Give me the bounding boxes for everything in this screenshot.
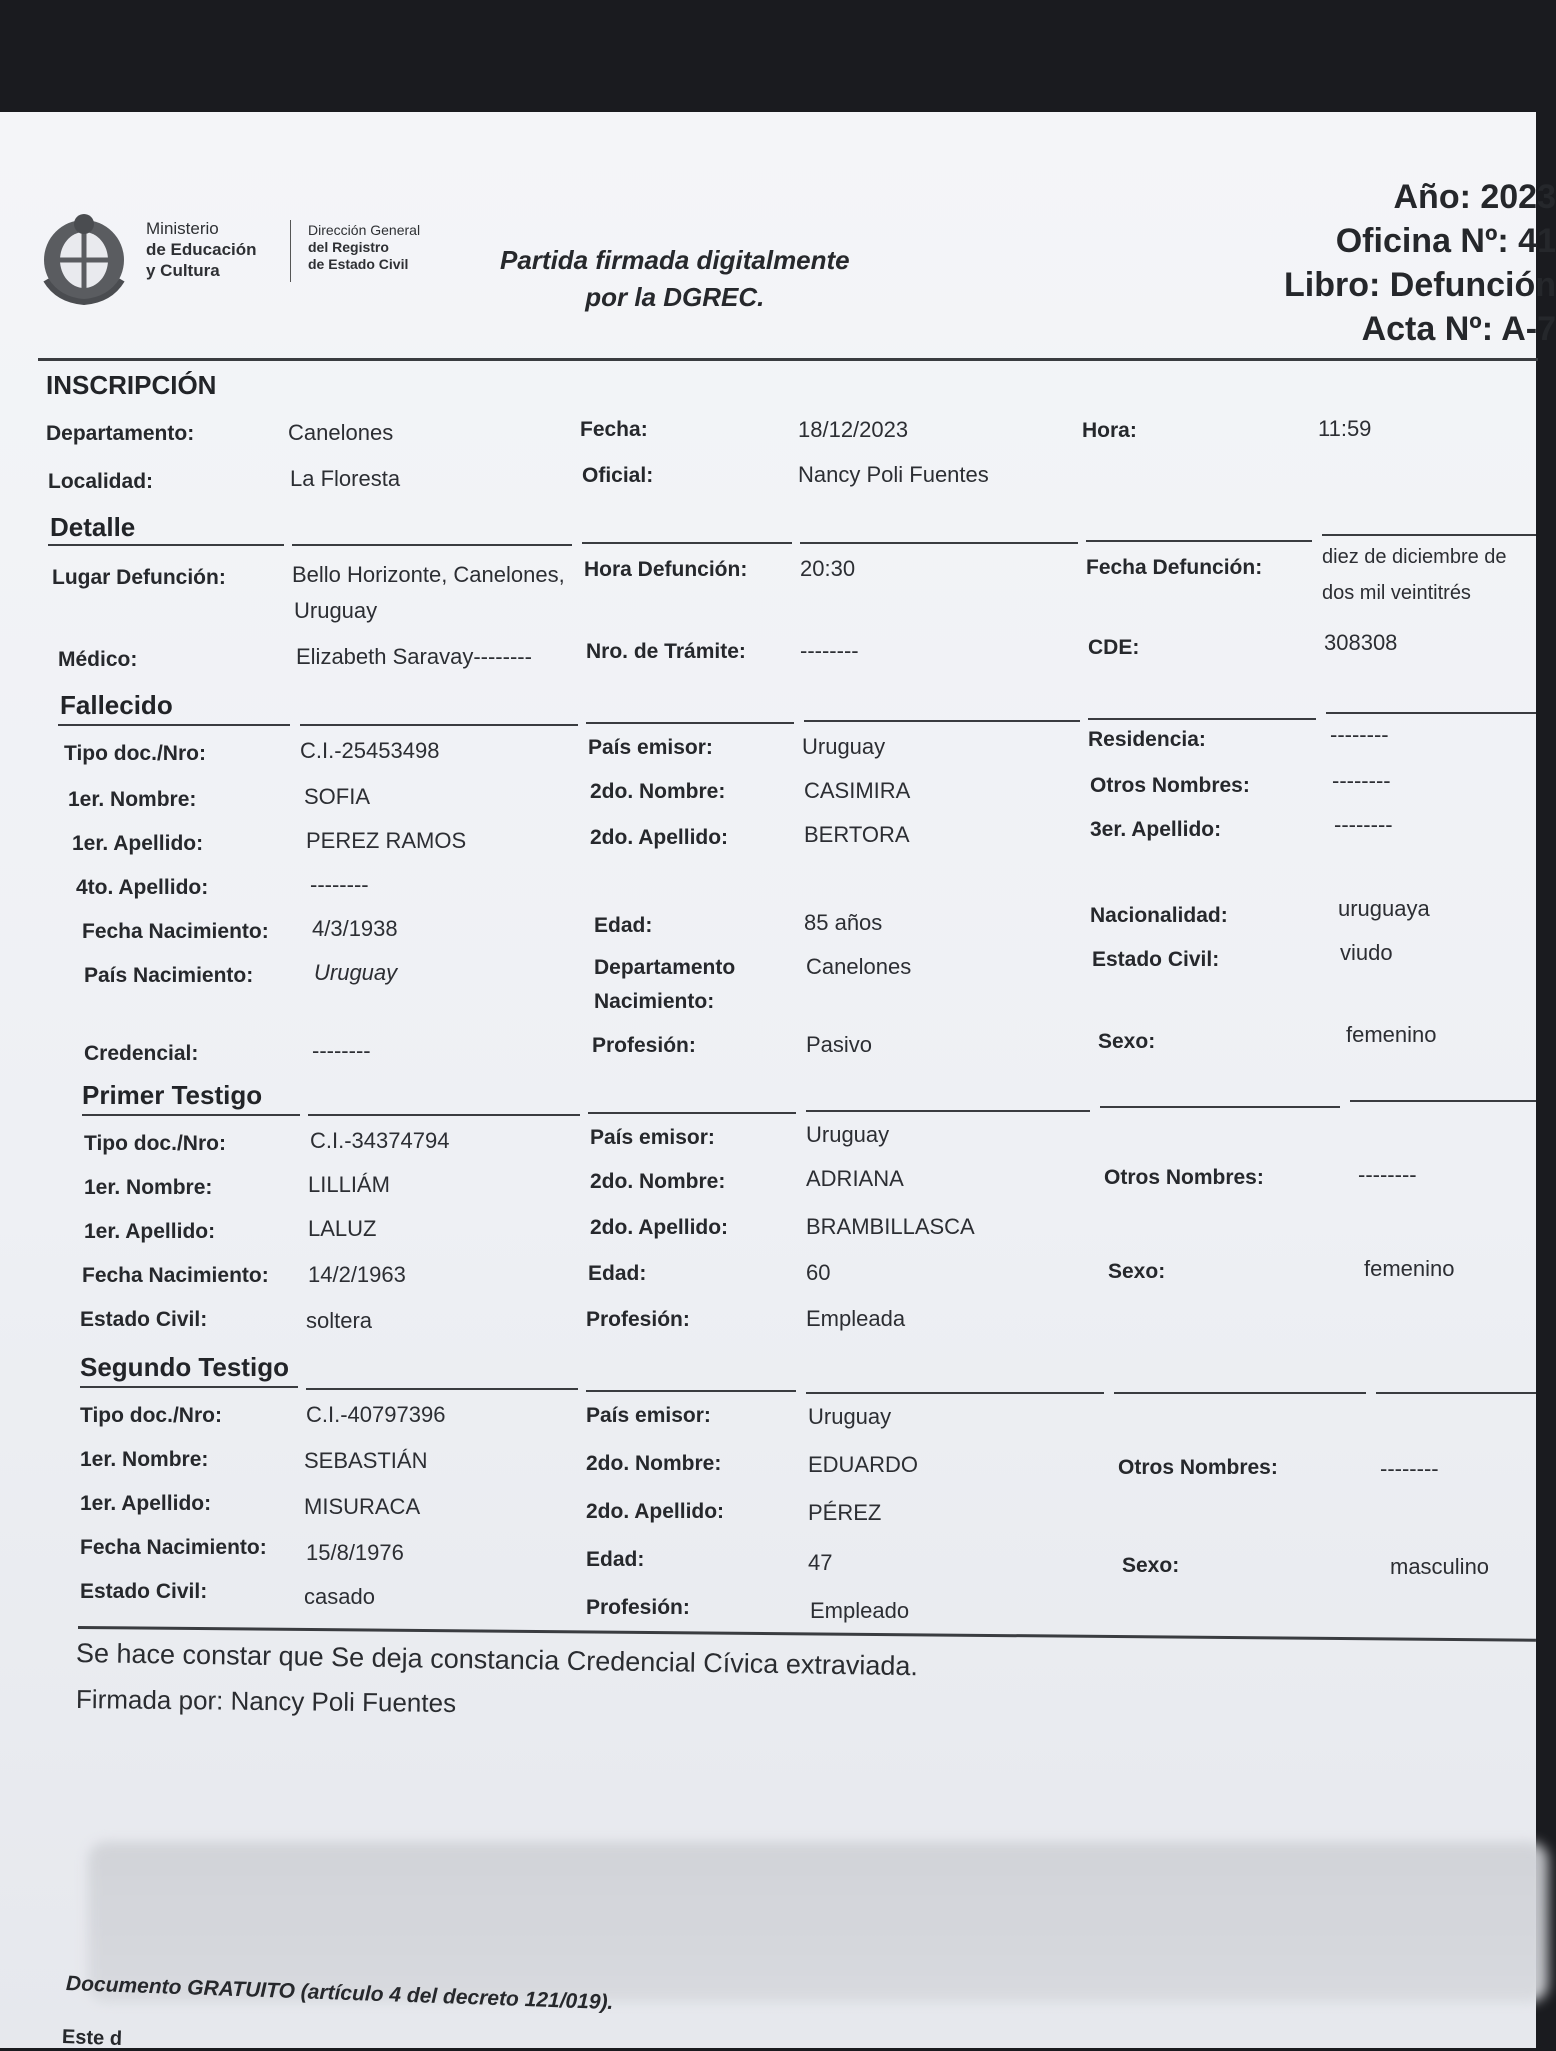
f-tipo-label: Tipo doc./Nro: bbox=[64, 742, 206, 766]
cde-label: CDE: bbox=[1088, 636, 1139, 660]
t2-apellido2-label: 2do. Apellido: bbox=[586, 1500, 724, 1524]
t2-nombre2-value: EDUARDO bbox=[808, 1452, 918, 1478]
t1-profesion-value: Empleada bbox=[806, 1306, 905, 1332]
death-certificate-page bbox=[0, 112, 1536, 2048]
fallecido-rule-2 bbox=[300, 724, 578, 726]
firmada-por: Firmada por: Nancy Poli Fuentes bbox=[76, 1684, 456, 1719]
direction-name: Dirección General del Registro de Estado Civil bbox=[308, 222, 420, 273]
f-pais-nac-label: País Nacimiento: bbox=[84, 964, 253, 988]
t2-apellido1-label: 1er. Apellido: bbox=[80, 1492, 211, 1516]
t2-nombre2-label: 2do. Nombre: bbox=[586, 1452, 721, 1476]
t1-sexo-value: femenino bbox=[1364, 1256, 1455, 1282]
t1-apellido1-value: LALUZ bbox=[308, 1216, 376, 1242]
f-sexo-label: Sexo: bbox=[1098, 1030, 1155, 1054]
localidad-label: Localidad: bbox=[48, 470, 153, 494]
f-edad-value: 85 años bbox=[804, 910, 882, 936]
hora-label: Hora: bbox=[1082, 419, 1137, 443]
t1-rule-4 bbox=[806, 1110, 1090, 1112]
t1-apellido2-value: BRAMBILLASCA bbox=[806, 1214, 975, 1240]
t1-edad-label: Edad: bbox=[588, 1262, 646, 1286]
f-estado-label: Estado Civil: bbox=[1092, 948, 1219, 972]
documento-gratuito: Documento GRATUITO (artículo 4 del decreto 121/019). bbox=[66, 1972, 614, 2015]
fecha-label: Fecha: bbox=[580, 418, 648, 442]
signed-notice: Partida firmada digitalmente por la DGREC. bbox=[500, 242, 850, 316]
t1-otros-label: Otros Nombres: bbox=[1104, 1166, 1264, 1190]
detalle-rule-1 bbox=[48, 544, 284, 546]
f-apellido1-label: 1er. Apellido: bbox=[72, 832, 203, 856]
f-pais-emisor-label: País emisor: bbox=[588, 736, 713, 760]
section-primer-testigo: Primer Testigo bbox=[82, 1080, 262, 1111]
detalle-rule-6 bbox=[1322, 534, 1536, 536]
t1-pais-emisor-value: Uruguay bbox=[806, 1122, 889, 1148]
tramite-label: Nro. de Trámite: bbox=[586, 640, 746, 664]
t1-tipo-label: Tipo doc./Nro: bbox=[84, 1132, 226, 1156]
f-pais-emisor-value: Uruguay bbox=[802, 734, 885, 760]
t1-rule-1 bbox=[82, 1114, 300, 1116]
t1-rule-3 bbox=[588, 1112, 796, 1114]
f-otros-label: Otros Nombres: bbox=[1090, 774, 1250, 798]
lugar-label: Lugar Defunción: bbox=[52, 566, 226, 590]
lugar-value-1: Bello Horizonte, Canelones, bbox=[292, 562, 565, 588]
f-apellido1-value: PEREZ RAMOS bbox=[306, 828, 466, 854]
t2-estado-label: Estado Civil: bbox=[80, 1580, 207, 1604]
oficial-value: Nancy Poli Fuentes bbox=[798, 462, 989, 488]
t1-nombre2-label: 2do. Nombre: bbox=[590, 1170, 725, 1194]
t2-edad-value: 47 bbox=[808, 1550, 832, 1576]
f-credencial-value: -------- bbox=[312, 1038, 371, 1064]
libro: Libro: Defunción bbox=[1284, 266, 1556, 305]
medico-value: Elizabeth Saravay-------- bbox=[296, 644, 532, 670]
f-nacionalidad-value: uruguaya bbox=[1338, 896, 1430, 922]
t1-rule-6 bbox=[1350, 1100, 1536, 1102]
f-residencia-label: Residencia: bbox=[1088, 728, 1206, 752]
f-sexo-value: femenino bbox=[1346, 1022, 1437, 1048]
t1-nombre1-label: 1er. Nombre: bbox=[84, 1176, 212, 1200]
t2-tipo-value: C.I.-40797396 bbox=[306, 1402, 445, 1428]
f-pais-nac-value: Uruguay bbox=[314, 960, 397, 986]
f-edad-label: Edad: bbox=[594, 914, 652, 938]
t2-estado-value: casado bbox=[304, 1584, 375, 1610]
f-nombre2-label: 2do. Nombre: bbox=[590, 780, 725, 804]
t1-rule-5 bbox=[1100, 1106, 1340, 1108]
anio: Año: 2023 bbox=[1394, 178, 1556, 217]
f-estado-value: viudo bbox=[1340, 940, 1393, 966]
f-nombre2-value: CASIMIRA bbox=[804, 778, 910, 804]
fallecido-rule-6 bbox=[1326, 712, 1536, 714]
f-depto-nac-label-2: Nacimiento: bbox=[594, 990, 714, 1014]
t1-fnac-label: Fecha Nacimiento: bbox=[82, 1264, 269, 1288]
t2-rule-4 bbox=[806, 1392, 1104, 1394]
t2-nombre1-label: 1er. Nombre: bbox=[80, 1448, 208, 1472]
f-fnac-value: 4/3/1938 bbox=[312, 916, 398, 942]
f-apellido4-value: -------- bbox=[310, 872, 369, 898]
t2-otros-value: -------- bbox=[1380, 1456, 1439, 1482]
f-apellido3-label: 3er. Apellido: bbox=[1090, 818, 1221, 842]
t1-nombre2-value: ADRIANA bbox=[806, 1166, 904, 1192]
medico-label: Médico: bbox=[58, 648, 137, 672]
hora-defuncion-value: 20:30 bbox=[800, 556, 855, 582]
t2-nombre1-value: SEBASTIÁN bbox=[304, 1448, 427, 1474]
t1-apellido1-label: 1er. Apellido: bbox=[84, 1220, 215, 1244]
fecha-defuncion-label: Fecha Defunción: bbox=[1086, 556, 1262, 580]
departamento-value: Canelones bbox=[288, 420, 393, 446]
fecha-defuncion-value-2: dos mil veintitrés bbox=[1322, 582, 1471, 605]
localidad-value: La Floresta bbox=[290, 466, 400, 492]
fallecido-rule-4 bbox=[804, 720, 1080, 722]
f-nombre1-label: 1er. Nombre: bbox=[68, 788, 196, 812]
f-depto-nac-label-1: Departamento bbox=[594, 956, 735, 980]
ministry-name: Ministerio de Educación y Cultura bbox=[146, 218, 257, 281]
t1-tipo-value: C.I.-34374794 bbox=[310, 1128, 449, 1154]
t2-rule-3 bbox=[586, 1390, 796, 1392]
logo-divider bbox=[290, 220, 291, 282]
t1-rule-2 bbox=[308, 1114, 580, 1116]
f-otros-value: -------- bbox=[1332, 768, 1391, 794]
t2-sexo-label: Sexo: bbox=[1122, 1554, 1179, 1578]
t1-nombre1-value: LILLIÁM bbox=[308, 1172, 390, 1198]
section-inscripcion: INSCRIPCIÓN bbox=[46, 370, 216, 401]
t1-sexo-label: Sexo: bbox=[1108, 1260, 1165, 1284]
detalle-rule-5 bbox=[1086, 540, 1312, 542]
fecha-value: 18/12/2023 bbox=[798, 417, 908, 443]
oficina: Oficina Nº: 41 bbox=[1336, 222, 1556, 261]
t1-pais-emisor-label: País emisor: bbox=[590, 1126, 715, 1150]
detalle-rule-3 bbox=[582, 542, 792, 544]
t2-pais-emisor-value: Uruguay bbox=[808, 1404, 891, 1430]
lugar-value-2: Uruguay bbox=[294, 598, 377, 624]
t2-rule-1 bbox=[80, 1386, 298, 1388]
f-nacionalidad-label: Nacionalidad: bbox=[1090, 904, 1228, 928]
f-apellido2-value: BERTORA bbox=[804, 822, 910, 848]
oficial-label: Oficial: bbox=[582, 464, 653, 488]
t1-profesion-label: Profesión: bbox=[586, 1308, 690, 1332]
t2-tipo-label: Tipo doc./Nro: bbox=[80, 1404, 222, 1428]
hora-value: 11:59 bbox=[1318, 416, 1371, 442]
section-fallecido: Fallecido bbox=[60, 690, 173, 721]
header-rule bbox=[38, 358, 1538, 361]
t2-apellido1-value: MISURACA bbox=[304, 1494, 420, 1520]
f-profesion-label: Profesión: bbox=[592, 1034, 696, 1058]
t2-profesion-label: Profesión: bbox=[586, 1596, 690, 1620]
cut-off-text: Este d bbox=[62, 2026, 123, 2051]
footer-rule bbox=[78, 1626, 1536, 1642]
f-apellido2-label: 2do. Apellido: bbox=[590, 826, 728, 850]
t1-edad-value: 60 bbox=[806, 1260, 830, 1286]
t2-apellido2-value: PÉREZ bbox=[808, 1500, 881, 1526]
cde-value: 308308 bbox=[1324, 630, 1397, 656]
t2-fnac-value: 15/8/1976 bbox=[306, 1540, 404, 1566]
t2-edad-label: Edad: bbox=[586, 1548, 644, 1572]
section-segundo-testigo: Segundo Testigo bbox=[80, 1352, 289, 1383]
f-residencia-value: -------- bbox=[1330, 722, 1389, 748]
t1-estado-label: Estado Civil: bbox=[80, 1308, 207, 1332]
f-tipo-value: C.I.-25453498 bbox=[300, 738, 439, 764]
f-profesion-value: Pasivo bbox=[806, 1032, 872, 1058]
acta: Acta Nº: A-7 bbox=[1362, 310, 1556, 349]
fecha-defuncion-value-1: diez de diciembre de bbox=[1322, 546, 1507, 569]
fallecido-rule-5 bbox=[1088, 718, 1316, 720]
t2-sexo-value: masculino bbox=[1390, 1554, 1489, 1580]
t1-fnac-value: 14/2/1963 bbox=[308, 1262, 406, 1288]
t2-rule-2 bbox=[306, 1388, 578, 1390]
section-detalle: Detalle bbox=[50, 512, 135, 543]
detalle-rule-4 bbox=[800, 542, 1078, 544]
f-fnac-label: Fecha Nacimiento: bbox=[82, 920, 269, 944]
constancia-note: Se hace constar que Se deja constancia Credencial Cívica extraviada. bbox=[76, 1638, 918, 1682]
detalle-rule-2 bbox=[292, 544, 572, 546]
t2-rule-6 bbox=[1376, 1392, 1536, 1394]
t2-pais-emisor-label: País emisor: bbox=[586, 1404, 711, 1428]
t1-otros-value: -------- bbox=[1358, 1162, 1417, 1188]
obscured-signature-area bbox=[88, 1842, 1548, 2002]
f-apellido3-value: -------- bbox=[1334, 812, 1393, 838]
t2-fnac-label: Fecha Nacimiento: bbox=[80, 1536, 267, 1560]
fallecido-rule-3 bbox=[586, 722, 794, 724]
t2-rule-5 bbox=[1114, 1392, 1366, 1394]
t2-profesion-value: Empleado bbox=[810, 1598, 909, 1624]
tramite-value: -------- bbox=[800, 638, 859, 664]
f-depto-nac-value: Canelones bbox=[806, 954, 911, 980]
t1-apellido2-label: 2do. Apellido: bbox=[590, 1216, 728, 1240]
f-nombre1-value: SOFIA bbox=[304, 784, 370, 810]
f-credencial-label: Credencial: bbox=[84, 1042, 198, 1066]
departamento-label: Departamento: bbox=[46, 422, 194, 446]
t2-otros-label: Otros Nombres: bbox=[1118, 1456, 1278, 1480]
coat-of-arms-logo bbox=[38, 210, 130, 306]
t1-estado-value: soltera bbox=[306, 1308, 372, 1334]
f-apellido4-label: 4to. Apellido: bbox=[76, 876, 208, 900]
fallecido-rule-1 bbox=[58, 724, 290, 726]
hora-defuncion-label: Hora Defunción: bbox=[584, 558, 747, 582]
